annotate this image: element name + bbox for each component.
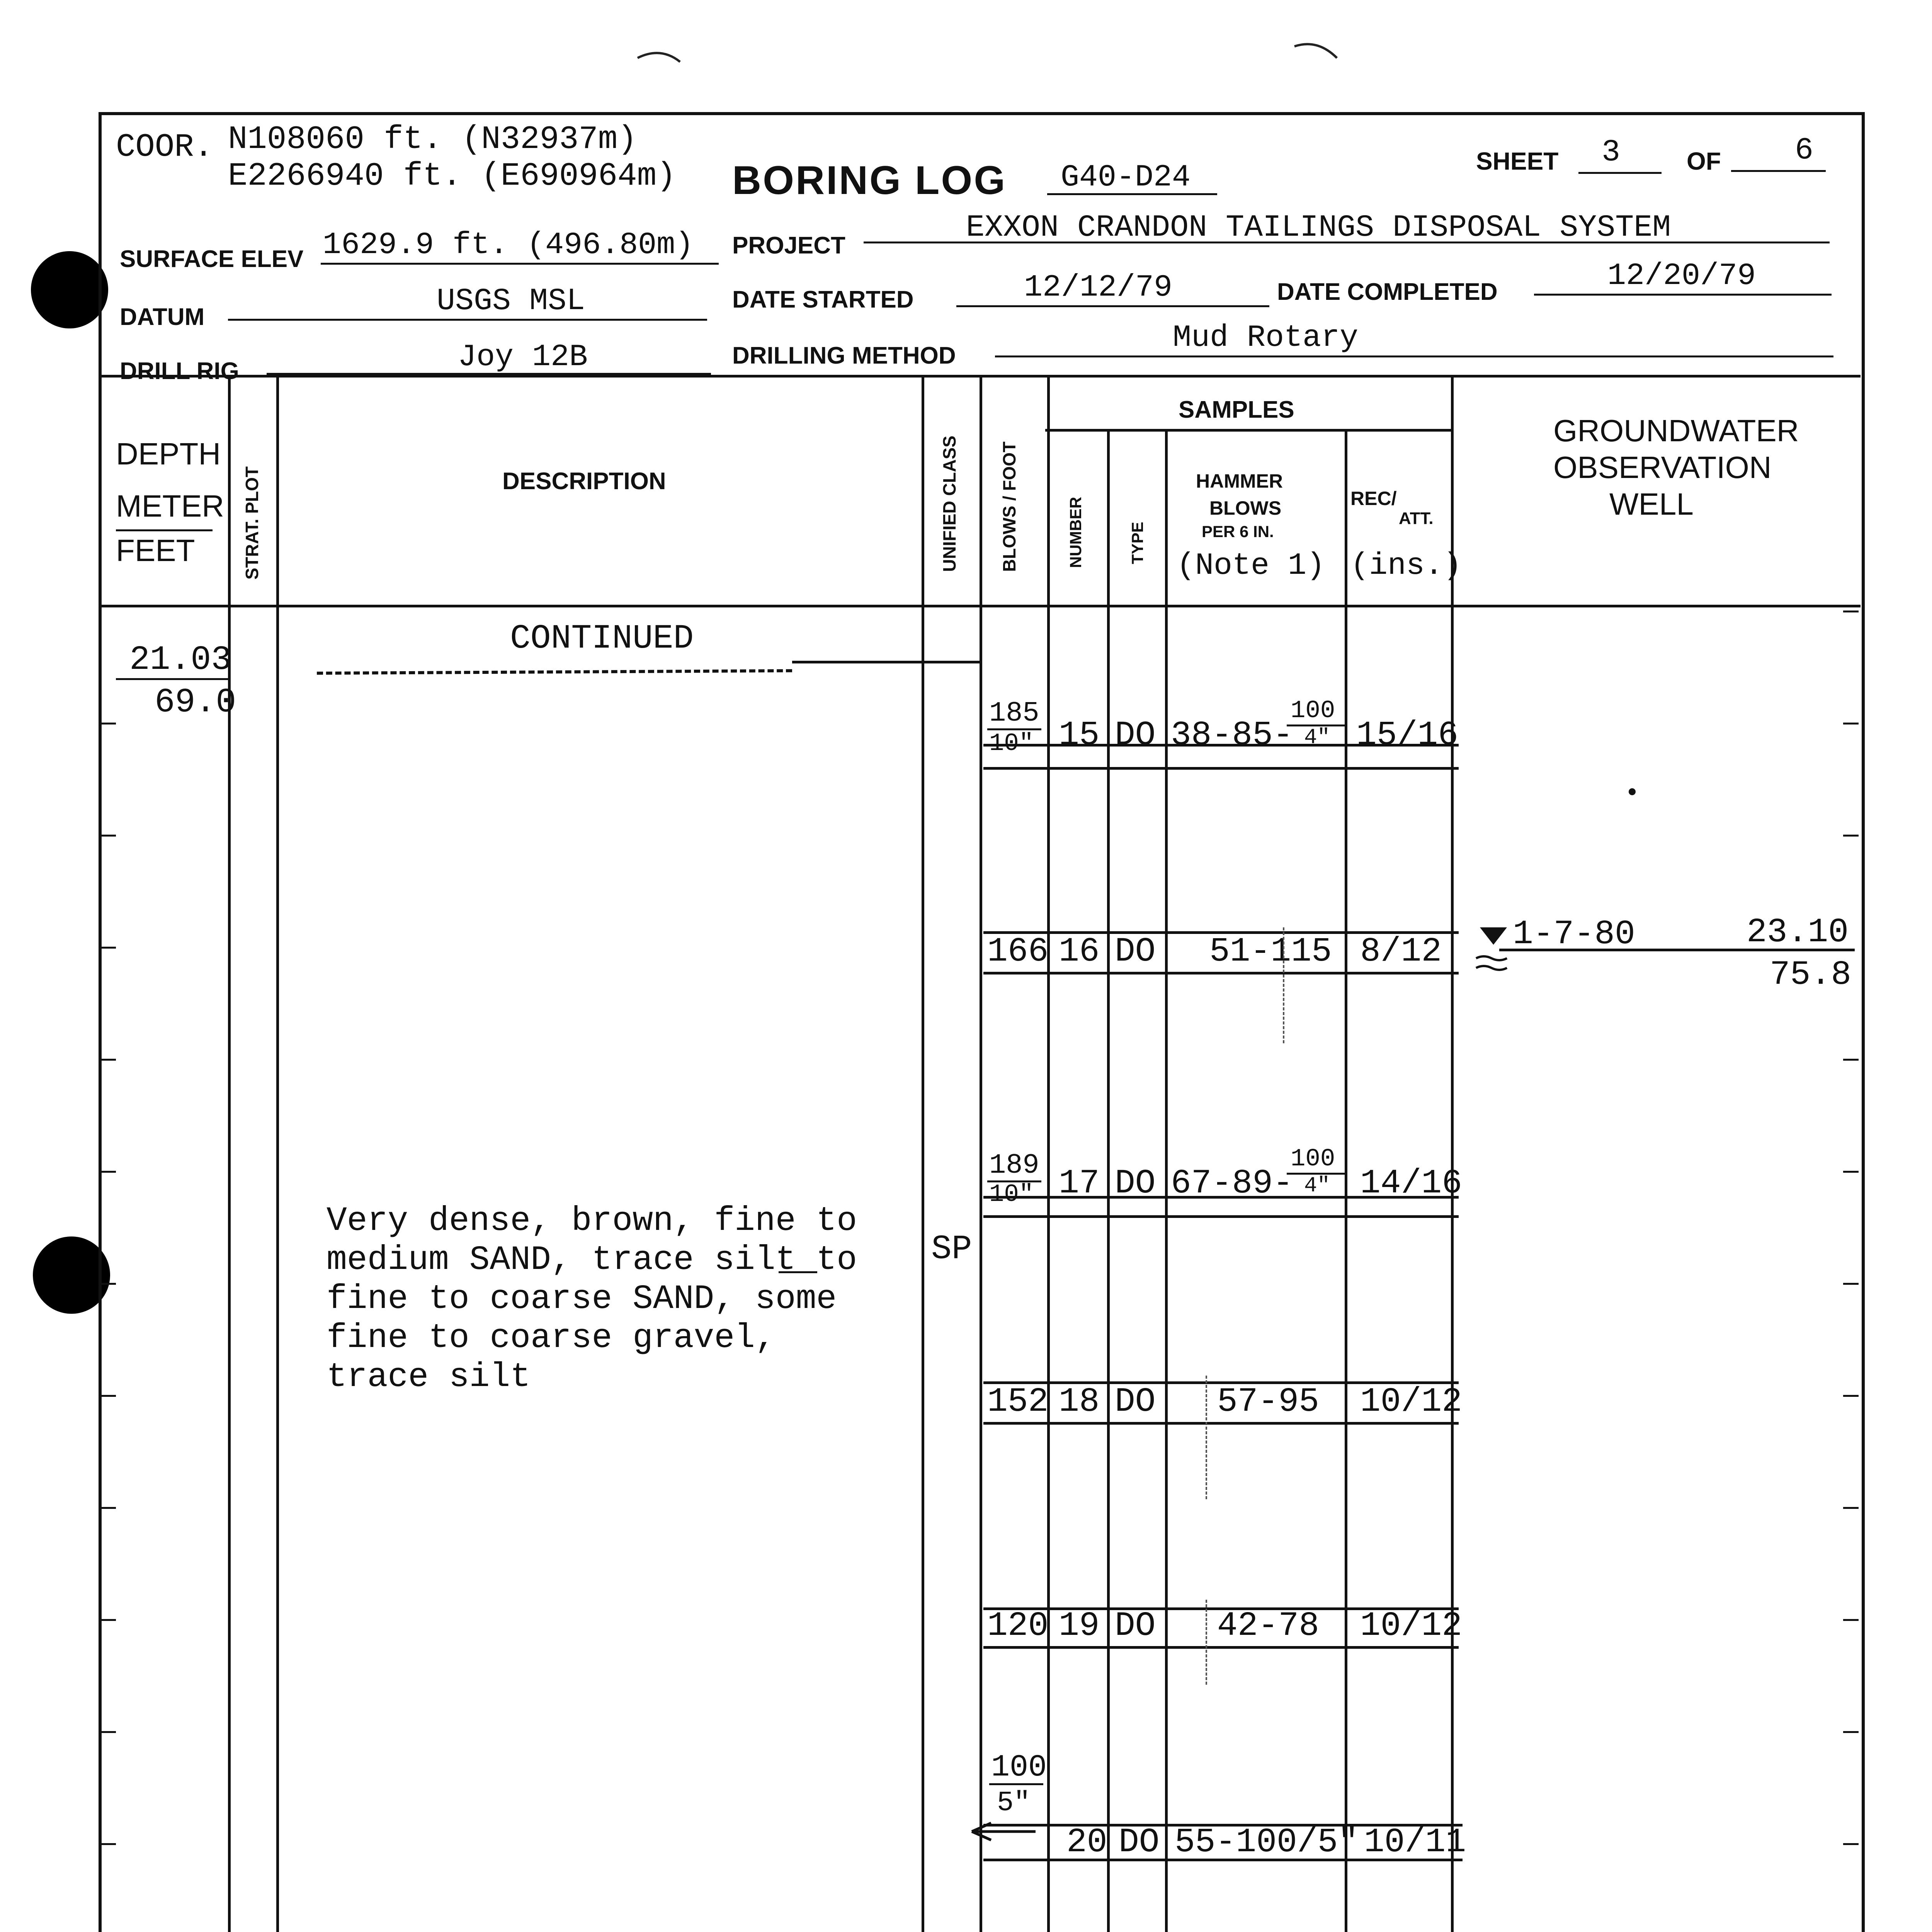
samples-label: SAMPLES [1179, 396, 1294, 423]
sample-type: DO [1115, 1165, 1156, 1203]
hammer-blows: 38-85- [1171, 716, 1293, 755]
gw-label-2: OBSERVATION [1553, 450, 1772, 485]
sheet-total: 6 [1795, 133, 1814, 168]
water-level-meter: 23.10 [1747, 913, 1849, 952]
number-label: NUMBER [1066, 497, 1085, 568]
drilling-method-underline [995, 355, 1833, 357]
boring-log-title: BORING LOG [732, 158, 1007, 203]
blows-value: 100 [991, 1750, 1047, 1785]
gw-label-3: WELL [1609, 487, 1694, 521]
date-started-label: DATE STARTED [732, 286, 914, 313]
col-line-blows [1047, 375, 1050, 1932]
drilling-method-label: DRILLING METHOD [732, 342, 956, 369]
rec-label: REC/ [1350, 488, 1397, 509]
depth-label: DEPTH [116, 437, 221, 471]
coor-east: E2266940 ft. (E690964m) [228, 158, 676, 195]
recovery: 15/16 [1356, 716, 1459, 755]
sample-number: 20 [1066, 1823, 1107, 1862]
blows-value: 152 [987, 1383, 1049, 1421]
date-completed-label: DATE COMPLETED [1277, 279, 1498, 305]
hammer-blows: 57-95 [1217, 1383, 1320, 1421]
blows-inches: 5" [997, 1787, 1031, 1819]
description-line-3: fine to coarse SAND, some [327, 1280, 837, 1318]
coor-north: N108060 ft. (N32937m) [228, 121, 637, 158]
type-label: TYPE [1128, 522, 1146, 564]
sample-number: 16 [1059, 933, 1100, 971]
description-line-1: Very dense, brown, fine to [327, 1202, 857, 1240]
soil-description [327, 1202, 857, 1397]
water-level-marker-icon [1472, 923, 1519, 1001]
hammer-fraction-bottom: 4" [1304, 725, 1330, 750]
description-label: DESCRIPTION [502, 468, 666, 495]
unified-class-label: UNIFIED CLASS [939, 435, 959, 572]
top-depth-underline [116, 678, 228, 680]
description-line-4: fine to coarse gravel, [327, 1319, 776, 1357]
surface-elev-label: SURFACE ELEV [120, 246, 304, 272]
sample-row-line [983, 972, 1459, 975]
boring-id: G40-D24 [1061, 160, 1191, 195]
sample-type: DO [1115, 933, 1156, 971]
sample-number: 18 [1059, 1383, 1100, 1421]
surface-elev-underline [321, 263, 719, 265]
top-depth-feet: 69.0 [155, 684, 236, 722]
recovery: 10/12 [1360, 1607, 1463, 1645]
col-line-rec [1451, 375, 1454, 1932]
description-line-5: trace silt [327, 1358, 531, 1396]
sample-type: DO [1115, 1607, 1156, 1645]
hammer-dotted-line [1206, 1376, 1207, 1499]
date-completed-underline [1534, 294, 1832, 296]
hammer-blows: 51-115 [1209, 933, 1332, 971]
gw-label-1: GROUNDWATER [1553, 413, 1799, 448]
drill-rig-label: DRILL RIG [120, 358, 239, 384]
well-dot [1629, 788, 1636, 795]
boring-id-underline [1047, 193, 1217, 195]
unified-class-value: SP [931, 1230, 972, 1269]
recovery: 8/12 [1360, 933, 1442, 971]
datum-value: USGS MSL [437, 284, 585, 319]
samples-divider [1045, 429, 1451, 432]
hammer-blows: 55-100/5" [1175, 1823, 1359, 1862]
sample-row-line [983, 1646, 1459, 1649]
water-level-feet: 75.8 [1770, 956, 1852, 994]
description-line-2: medium SAND, trace silt to [327, 1241, 857, 1279]
description-to-underline [779, 1271, 817, 1273]
blows-inches: 10" [989, 1181, 1034, 1209]
sample-type: DO [1115, 1383, 1156, 1421]
hammer-fraction-top: 100 [1291, 1145, 1335, 1173]
sheet-number-underline [1578, 172, 1662, 174]
continued-top: CONTINUED [510, 620, 694, 658]
of-label: OF [1687, 147, 1721, 175]
sheet-total-underline [1731, 170, 1826, 172]
blows-fraction-bar [989, 1783, 1043, 1785]
water-level-date: 1-7-80 [1513, 915, 1635, 954]
sample-number: 17 [1059, 1165, 1100, 1203]
blows-foot-label: BLOWS / FOOT [999, 441, 1019, 572]
hammer-dotted-line [1283, 927, 1284, 1043]
surface-elev-value: 1629.9 ft. (496.80m) [323, 228, 694, 263]
water-level-line [1499, 949, 1855, 951]
hammer-note-label: (Note 1) [1177, 548, 1325, 583]
sample-row-line [983, 1215, 1459, 1218]
drilling-method-value: Mud Rotary [1173, 320, 1359, 355]
datum-label: DATUM [120, 304, 205, 330]
sample-type: DO [1119, 1823, 1160, 1862]
sample-number: 15 [1059, 716, 1100, 755]
datum-underline [228, 319, 707, 321]
project-underline [864, 242, 1830, 243]
col-line-hammer [1345, 429, 1347, 1932]
drill-rig-value: Joy 12B [458, 340, 588, 375]
blows-arrow-icon [970, 1820, 1039, 1843]
blows-inches: 10" [989, 730, 1034, 758]
col-line-depth [228, 375, 231, 1932]
meter-label: METER [116, 489, 224, 523]
col-line-class [980, 375, 982, 1932]
sheet-label: SHEET [1476, 147, 1559, 175]
rec-units-label: (ins.) [1350, 548, 1462, 583]
col-line-desc [922, 375, 924, 1932]
hammer-blows: 42-78 [1217, 1607, 1320, 1645]
hammer-per-label: PER 6 IN. [1202, 522, 1274, 541]
top-depth-meter: 21.03 [129, 641, 232, 679]
col-line-number [1107, 429, 1110, 1932]
hammer-fraction-top: 100 [1291, 697, 1335, 725]
strat-plot-label: STRAT. PLOT [242, 466, 262, 580]
date-started-value: 12/12/79 [1024, 270, 1173, 305]
project-label: PROJECT [732, 232, 845, 259]
recovery: 14/16 [1360, 1165, 1463, 1203]
hammer-fraction-bottom: 4" [1304, 1173, 1330, 1198]
project-value: EXXON CRANDON TAILINGS DISPOSAL SYSTEM [966, 210, 1671, 245]
coor-label: COOR. [116, 129, 214, 166]
sample-row-line [983, 1422, 1459, 1425]
date-started-underline [956, 305, 1269, 307]
col-line-type [1165, 429, 1168, 1932]
hammer-blows-label: BLOWS [1209, 497, 1282, 519]
att-label: ATT. [1399, 509, 1434, 528]
feet-label: FEET [116, 533, 195, 568]
blows-value: 185 [989, 697, 1039, 729]
recovery: 10/11 [1364, 1823, 1466, 1862]
date-completed-value: 12/20/79 [1607, 259, 1756, 294]
meter-feet-divider [116, 529, 213, 531]
stratum-boundary-top-solid [792, 661, 981, 663]
hammer-blows: 67-89- [1171, 1165, 1293, 1203]
binder-hole-top [31, 251, 108, 328]
blows-value: 166 [987, 933, 1049, 971]
blows-value: 120 [987, 1607, 1049, 1645]
hammer-dotted-line [1206, 1600, 1207, 1685]
sample-number: 19 [1059, 1607, 1100, 1645]
sample-type: DO [1115, 716, 1156, 755]
col-line-strat [276, 375, 279, 1932]
sheet-number: 3 [1602, 135, 1621, 170]
blows-value: 189 [989, 1150, 1039, 1181]
sample-row-line [983, 767, 1459, 770]
hammer-label: HAMMER [1196, 470, 1283, 492]
recovery: 10/12 [1360, 1383, 1463, 1421]
